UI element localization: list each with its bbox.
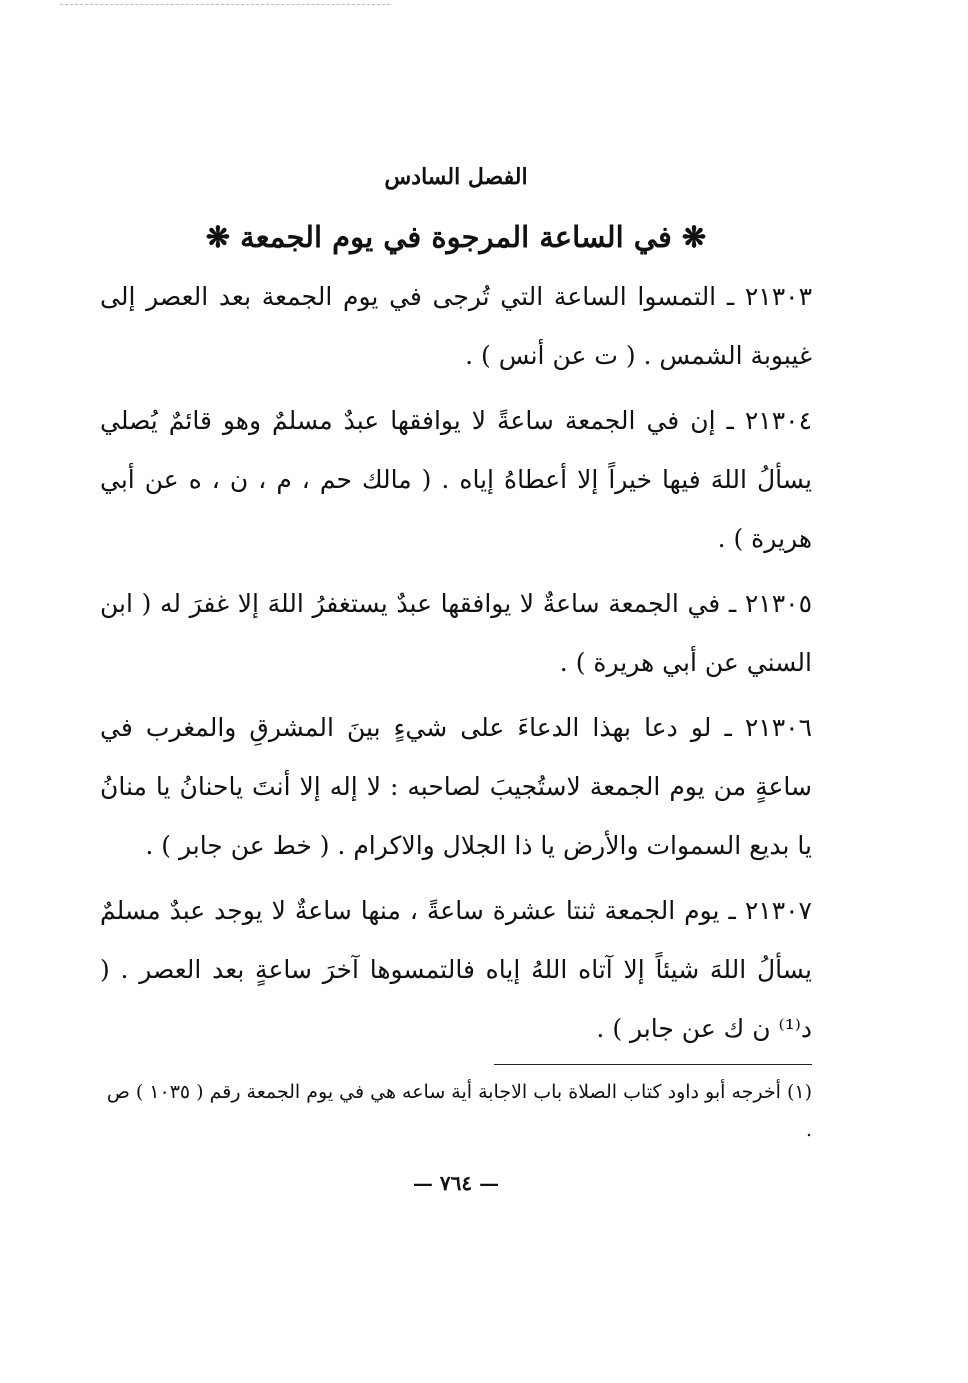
hadith-dash: ـ [715,406,734,435]
hadith-entry [100,267,812,385]
footnote-marker: (١) [786,1081,812,1103]
hadith-number: ٢١٣٠٦ [744,713,813,742]
hadith-text: لو دعا بهذا الدعاءَ على شيءٍ بينَ المشرقِ والمغرب في ساعةٍ من يوم الجمعة لاستُجيبَ لصاحبه : لا إله إلا أنتَ ياحنانُ يا منانُ يا بديع السموات والأرض يا ذا الجلال والاكرام . ( خط عن جابر ) . [100,713,812,860]
page-content [100,155,812,1195]
hadith-entry [100,881,812,1058]
hadith-number: ٢١٣٠٥ [744,589,812,618]
hadith-text: يوم الجمعة ثنتا عشرة ساعةً ، منها ساعةٌ لا يوجد عبدٌ مسلمٌ يسألُ اللهَ شيئاً إلا آتاه اللهُ إياه فالتمسوها آخرَ ساعةٍ بعد العصر . ( د⁽¹⁾ ن ك عن جابر ) . [100,896,812,1043]
chapter-title: الفصل السادس [384,164,528,190]
hadith-dash: ـ [720,589,737,618]
hadith-entry [100,391,812,568]
hadith-text: في الجمعة ساعةٌ لا يوافقها عبدٌ يستغفرُ اللهَ إلا غفرَ له ( ابن السني عن أبي هريرة ) . [100,589,812,677]
hadith-number: ٢١٣٠٤ [744,406,812,435]
hadith-dash: ـ [716,282,735,311]
footnote-text: أخرجه أبو داود كتاب الصلاة باب الاجابة أية ساعه هي في يوم الجمعة رقم ( ١٠٣٥ ) ص . [106,1081,812,1141]
hadith-dash: ـ [711,713,732,742]
hadith-entry [100,698,812,875]
section-title: ❋ في الساعة المرجوة في يوم الجمعة ❋ [205,220,707,254]
footnote [100,1073,812,1149]
hadith-number: ٢١٣٠٣ [744,282,812,311]
hadith-dash: ـ [719,896,736,925]
footnote-divider [494,1064,812,1065]
hadith-entry [100,574,812,692]
top-scan-rule [60,4,390,5]
hadith-text: إن في الجمعة ساعةً لا يوافقها عبدٌ مسلمٌ وهو قائمٌ يُصلي يسألُ اللهَ فيها خيراً إلا أعطاهُ إياه . ( مالك حم ، م ، ن ، ه عن أبي هريرة ) . [100,406,812,553]
page-number: — ٧٦٤ — [412,1171,500,1195]
hadith-text: التمسوا الساعة التي تُرجى في يوم الجمعة بعد العصر إلى غيبوبة الشمس . ( ت عن أنس ) . [100,282,812,370]
hadith-number: ٢١٣٠٧ [744,896,812,925]
